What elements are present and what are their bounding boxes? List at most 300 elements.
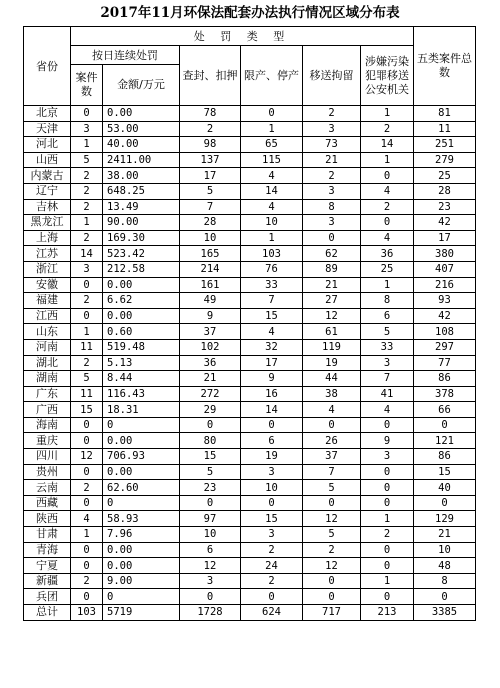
seal-cell: 0 [180, 495, 241, 511]
amount-cell: 53.00 [103, 121, 180, 137]
seal-cell: 7 [180, 199, 241, 215]
limit-cell: 24 [241, 558, 303, 574]
amount-cell: 7.96 [103, 527, 180, 543]
police-cell: 0 [361, 495, 414, 511]
limit-cell: 4 [241, 168, 303, 184]
province-cell: 湖南 [24, 371, 71, 387]
amount-cell: 0.00 [103, 308, 180, 324]
police-cell: 9 [361, 433, 414, 449]
province-cell: 黑龙江 [24, 215, 71, 231]
total-cell: 3385 [414, 605, 476, 621]
amount-cell: 38.00 [103, 168, 180, 184]
police-cell: 0 [361, 417, 414, 433]
total-cell: 8 [414, 573, 476, 589]
province-cell: 北京 [24, 106, 71, 122]
table-row [24, 261, 476, 277]
seal-cell: 97 [180, 511, 241, 527]
total-cell: 86 [414, 371, 476, 387]
province-cell: 甘肃 [24, 527, 71, 543]
detain-cell: 21 [303, 277, 361, 293]
table-row [24, 246, 476, 262]
seal-cell: 10 [180, 527, 241, 543]
table-row [24, 121, 476, 137]
case-count-cell: 4 [71, 511, 103, 527]
seal-cell: 3 [180, 573, 241, 589]
total-cell: 297 [414, 339, 476, 355]
detain-cell: 21 [303, 152, 361, 168]
limit-header: 限产、停产 [241, 46, 303, 106]
total-cell: 42 [414, 215, 476, 231]
limit-cell: 33 [241, 277, 303, 293]
case-count-cell: 1 [71, 137, 103, 153]
limit-cell: 16 [241, 386, 303, 402]
seal-header: 查封、扣押 [180, 46, 241, 106]
amount-cell: 0.00 [103, 433, 180, 449]
police-cell: 0 [361, 464, 414, 480]
amount-cell: 62.60 [103, 480, 180, 496]
case-count-cell: 3 [71, 121, 103, 137]
province-cell: 浙江 [24, 261, 71, 277]
police-cell: 0 [361, 480, 414, 496]
case-count-cell: 0 [71, 464, 103, 480]
limit-cell: 0 [241, 106, 303, 122]
penalty-types-header: 处 罚 类 型 [71, 27, 414, 46]
detain-cell: 3 [303, 215, 361, 231]
seal-cell: 21 [180, 371, 241, 387]
total-cell: 40 [414, 480, 476, 496]
seal-cell: 102 [180, 339, 241, 355]
detain-cell: 2 [303, 542, 361, 558]
total-cell: 0 [414, 495, 476, 511]
case-count-cell: 2 [71, 480, 103, 496]
seal-cell: 272 [180, 386, 241, 402]
province-cell: 山西 [24, 152, 71, 168]
limit-cell: 9 [241, 371, 303, 387]
limit-cell: 7 [241, 293, 303, 309]
seal-cell: 12 [180, 558, 241, 574]
total-cell: 378 [414, 386, 476, 402]
province-cell: 辽宁 [24, 183, 71, 199]
detain-cell: 0 [303, 230, 361, 246]
case-count-cell: 0 [71, 542, 103, 558]
seal-cell: 36 [180, 355, 241, 371]
police-cell: 2 [361, 121, 414, 137]
table-row [24, 293, 476, 309]
total-cell: 0 [414, 589, 476, 605]
case-count-cell: 2 [71, 230, 103, 246]
province-cell: 河南 [24, 339, 71, 355]
province-cell: 上海 [24, 230, 71, 246]
police-cell: 2 [361, 199, 414, 215]
seal-cell: 1728 [180, 605, 241, 621]
total-cell: 108 [414, 324, 476, 340]
amount-cell: 0 [103, 589, 180, 605]
amount-cell: 6.62 [103, 293, 180, 309]
case-count-cell: 11 [71, 339, 103, 355]
amount-cell: 40.00 [103, 137, 180, 153]
case-count-cell: 0 [71, 495, 103, 511]
total-cell: 77 [414, 355, 476, 371]
case-count-cell: 0 [71, 277, 103, 293]
amount-cell: 8.44 [103, 371, 180, 387]
police-cell: 1 [361, 573, 414, 589]
limit-cell: 32 [241, 339, 303, 355]
limit-cell: 76 [241, 261, 303, 277]
total-cell: 251 [414, 137, 476, 153]
province-cell: 云南 [24, 480, 71, 496]
limit-cell: 0 [241, 417, 303, 433]
seal-cell: 214 [180, 261, 241, 277]
table-row [24, 215, 476, 231]
limit-cell: 1 [241, 121, 303, 137]
police-cell: 4 [361, 183, 414, 199]
table-row [24, 402, 476, 418]
table-row [24, 183, 476, 199]
case-count-cell: 0 [71, 308, 103, 324]
amount-cell: 13.49 [103, 199, 180, 215]
province-cell: 海南 [24, 417, 71, 433]
limit-cell: 65 [241, 137, 303, 153]
police-cell: 25 [361, 261, 414, 277]
table-row [24, 386, 476, 402]
police-cell: 0 [361, 558, 414, 574]
amount-cell: 0.60 [103, 324, 180, 340]
province-cell: 吉林 [24, 199, 71, 215]
police-cell: 3 [361, 449, 414, 465]
police-cell: 0 [361, 168, 414, 184]
total-cell: 10 [414, 542, 476, 558]
detain-cell: 89 [303, 261, 361, 277]
table-row [24, 339, 476, 355]
case-count-cell: 0 [71, 433, 103, 449]
total-cell: 25 [414, 168, 476, 184]
detain-cell: 0 [303, 573, 361, 589]
detain-cell: 2 [303, 168, 361, 184]
total-cell: 121 [414, 433, 476, 449]
limit-cell: 4 [241, 199, 303, 215]
police-cell: 0 [361, 542, 414, 558]
police-cell: 0 [361, 589, 414, 605]
province-cell: 河北 [24, 137, 71, 153]
table-row [24, 511, 476, 527]
detain-cell: 73 [303, 137, 361, 153]
case-count-cell: 0 [71, 589, 103, 605]
detain-cell: 61 [303, 324, 361, 340]
table-row [24, 542, 476, 558]
table-row [24, 355, 476, 371]
seal-cell: 9 [180, 308, 241, 324]
total-cell: 279 [414, 152, 476, 168]
amount-cell: 5.13 [103, 355, 180, 371]
seal-cell: 161 [180, 277, 241, 293]
table-row [24, 324, 476, 340]
amount-cell: 116.43 [103, 386, 180, 402]
case-count-header: 案件数 [71, 65, 103, 106]
police-cell: 1 [361, 106, 414, 122]
amount-cell: 0.00 [103, 558, 180, 574]
limit-cell: 0 [241, 589, 303, 605]
limit-cell: 15 [241, 511, 303, 527]
total-cell: 66 [414, 402, 476, 418]
total-cell: 0 [414, 417, 476, 433]
case-count-cell: 1 [71, 324, 103, 340]
province-cell: 新疆 [24, 573, 71, 589]
total-cell: 15 [414, 464, 476, 480]
amount-cell: 0.00 [103, 542, 180, 558]
detain-cell: 12 [303, 511, 361, 527]
seal-cell: 28 [180, 215, 241, 231]
table-row [24, 137, 476, 153]
total-cell: 380 [414, 246, 476, 262]
province-cell: 天津 [24, 121, 71, 137]
amount-cell: 0.00 [103, 277, 180, 293]
table-row [24, 199, 476, 215]
table-row [24, 527, 476, 543]
detain-cell: 19 [303, 355, 361, 371]
case-count-cell: 14 [71, 246, 103, 262]
amount-cell: 519.48 [103, 339, 180, 355]
police-cell: 1 [361, 511, 414, 527]
detain-cell: 7 [303, 464, 361, 480]
amount-cell: 0.00 [103, 464, 180, 480]
table-row [24, 106, 476, 122]
police-cell: 14 [361, 137, 414, 153]
limit-cell: 14 [241, 183, 303, 199]
limit-cell: 15 [241, 308, 303, 324]
limit-cell: 10 [241, 480, 303, 496]
seal-cell: 98 [180, 137, 241, 153]
limit-cell: 624 [241, 605, 303, 621]
table-row [24, 417, 476, 433]
total-row [24, 605, 476, 621]
detain-cell: 3 [303, 121, 361, 137]
detain-cell: 27 [303, 293, 361, 309]
detain-cell: 0 [303, 589, 361, 605]
detain-cell: 5 [303, 480, 361, 496]
total-cell: 93 [414, 293, 476, 309]
table-row [24, 168, 476, 184]
amount-cell: 9.00 [103, 573, 180, 589]
table-row [24, 433, 476, 449]
case-count-cell: 0 [71, 106, 103, 122]
table-header [24, 27, 476, 106]
seal-cell: 78 [180, 106, 241, 122]
amount-cell: 18.31 [103, 402, 180, 418]
total-cell: 28 [414, 183, 476, 199]
amount-cell: 5719 [103, 605, 180, 621]
police-cell: 1 [361, 152, 414, 168]
case-count-cell: 2 [71, 573, 103, 589]
limit-cell: 3 [241, 527, 303, 543]
province-cell: 江苏 [24, 246, 71, 262]
page-title: 2017年11月环保法配套办法执行情况区域分布表 [100, 5, 400, 21]
case-count-cell: 2 [71, 183, 103, 199]
case-count-cell: 1 [71, 527, 103, 543]
limit-cell: 2 [241, 542, 303, 558]
detain-cell: 44 [303, 371, 361, 387]
province-cell: 西藏 [24, 495, 71, 511]
amount-cell: 0 [103, 417, 180, 433]
limit-cell: 2 [241, 573, 303, 589]
seal-cell: 49 [180, 293, 241, 309]
police-cell: 213 [361, 605, 414, 621]
amount-cell: 90.00 [103, 215, 180, 231]
province-header: 省份 [24, 27, 71, 106]
amount-cell: 523.42 [103, 246, 180, 262]
seal-cell: 2 [180, 121, 241, 137]
detain-cell: 2 [303, 106, 361, 122]
case-count-cell: 0 [71, 417, 103, 433]
detain-cell: 12 [303, 558, 361, 574]
case-count-cell: 3 [71, 261, 103, 277]
seal-cell: 10 [180, 230, 241, 246]
police-cell: 0 [361, 215, 414, 231]
detain-cell: 38 [303, 386, 361, 402]
province-cell: 福建 [24, 293, 71, 309]
total-cell: 81 [414, 106, 476, 122]
police-cell: 1 [361, 277, 414, 293]
police-cell: 8 [361, 293, 414, 309]
table-row [24, 308, 476, 324]
province-cell: 宁夏 [24, 558, 71, 574]
case-count-cell: 15 [71, 402, 103, 418]
seal-cell: 80 [180, 433, 241, 449]
police-cell: 2 [361, 527, 414, 543]
case-count-cell: 5 [71, 371, 103, 387]
police-header: 涉嫌污染犯罪移送公安机关 [361, 46, 414, 106]
seal-cell: 17 [180, 168, 241, 184]
seal-cell: 137 [180, 152, 241, 168]
province-cell: 江西 [24, 308, 71, 324]
case-count-cell: 5 [71, 152, 103, 168]
table-row [24, 152, 476, 168]
limit-cell: 115 [241, 152, 303, 168]
limit-cell: 0 [241, 495, 303, 511]
limit-cell: 4 [241, 324, 303, 340]
limit-cell: 103 [241, 246, 303, 262]
detain-cell: 0 [303, 417, 361, 433]
police-cell: 4 [361, 230, 414, 246]
total-cell: 23 [414, 199, 476, 215]
total-cell: 86 [414, 449, 476, 465]
amount-cell: 0 [103, 495, 180, 511]
seal-cell: 5 [180, 183, 241, 199]
seal-cell: 6 [180, 542, 241, 558]
police-cell: 41 [361, 386, 414, 402]
daily-penalty-header: 按日连续处罚 [71, 46, 180, 65]
province-cell: 广东 [24, 386, 71, 402]
police-cell: 4 [361, 402, 414, 418]
total-cell: 407 [414, 261, 476, 277]
total-cell: 21 [414, 527, 476, 543]
case-count-cell: 11 [71, 386, 103, 402]
total-cell: 42 [414, 308, 476, 324]
detain-cell: 119 [303, 339, 361, 355]
detain-header: 移送拘留 [303, 46, 361, 106]
limit-cell: 17 [241, 355, 303, 371]
province-cell: 湖北 [24, 355, 71, 371]
province-cell: 广西 [24, 402, 71, 418]
total-header: 五类案件总数 [414, 27, 476, 106]
detain-cell: 0 [303, 495, 361, 511]
province-cell: 内蒙古 [24, 168, 71, 184]
detain-cell: 62 [303, 246, 361, 262]
amount-header: 金额/万元 [103, 65, 180, 106]
amount-cell: 0.00 [103, 106, 180, 122]
province-cell: 陕西 [24, 511, 71, 527]
seal-cell: 0 [180, 417, 241, 433]
police-cell: 33 [361, 339, 414, 355]
province-cell: 总计 [24, 605, 71, 621]
police-cell: 6 [361, 308, 414, 324]
total-cell: 48 [414, 558, 476, 574]
police-cell: 3 [361, 355, 414, 371]
detain-cell: 37 [303, 449, 361, 465]
table-row [24, 480, 476, 496]
amount-cell: 169.30 [103, 230, 180, 246]
amount-cell: 2411.00 [103, 152, 180, 168]
table-row [24, 495, 476, 511]
case-count-cell: 2 [71, 168, 103, 184]
total-cell: 216 [414, 277, 476, 293]
seal-cell: 23 [180, 480, 241, 496]
detain-cell: 26 [303, 433, 361, 449]
table-row [24, 277, 476, 293]
detain-cell: 4 [303, 402, 361, 418]
province-cell: 山东 [24, 324, 71, 340]
limit-cell: 3 [241, 464, 303, 480]
total-cell: 129 [414, 511, 476, 527]
limit-cell: 19 [241, 449, 303, 465]
table-row [24, 449, 476, 465]
case-count-cell: 2 [71, 293, 103, 309]
police-cell: 7 [361, 371, 414, 387]
detain-cell: 3 [303, 183, 361, 199]
province-cell: 安徽 [24, 277, 71, 293]
seal-cell: 37 [180, 324, 241, 340]
case-count-cell: 12 [71, 449, 103, 465]
detain-cell: 717 [303, 605, 361, 621]
province-cell: 贵州 [24, 464, 71, 480]
seal-cell: 5 [180, 464, 241, 480]
limit-cell: 6 [241, 433, 303, 449]
total-cell: 17 [414, 230, 476, 246]
table-row [24, 558, 476, 574]
table-row [24, 371, 476, 387]
table-row [24, 464, 476, 480]
amount-cell: 212.58 [103, 261, 180, 277]
amount-cell: 58.93 [103, 511, 180, 527]
amount-cell: 648.25 [103, 183, 180, 199]
seal-cell: 29 [180, 402, 241, 418]
seal-cell: 15 [180, 449, 241, 465]
seal-cell: 0 [180, 589, 241, 605]
case-count-cell: 1 [71, 215, 103, 231]
detain-cell: 5 [303, 527, 361, 543]
province-cell: 重庆 [24, 433, 71, 449]
province-cell: 青海 [24, 542, 71, 558]
limit-cell: 14 [241, 402, 303, 418]
table-body [24, 106, 476, 621]
province-cell: 兵团 [24, 589, 71, 605]
table-row [24, 573, 476, 589]
region-distribution-table [23, 26, 476, 621]
limit-cell: 1 [241, 230, 303, 246]
case-count-cell: 0 [71, 558, 103, 574]
police-cell: 5 [361, 324, 414, 340]
case-count-cell: 2 [71, 355, 103, 371]
limit-cell: 10 [241, 215, 303, 231]
